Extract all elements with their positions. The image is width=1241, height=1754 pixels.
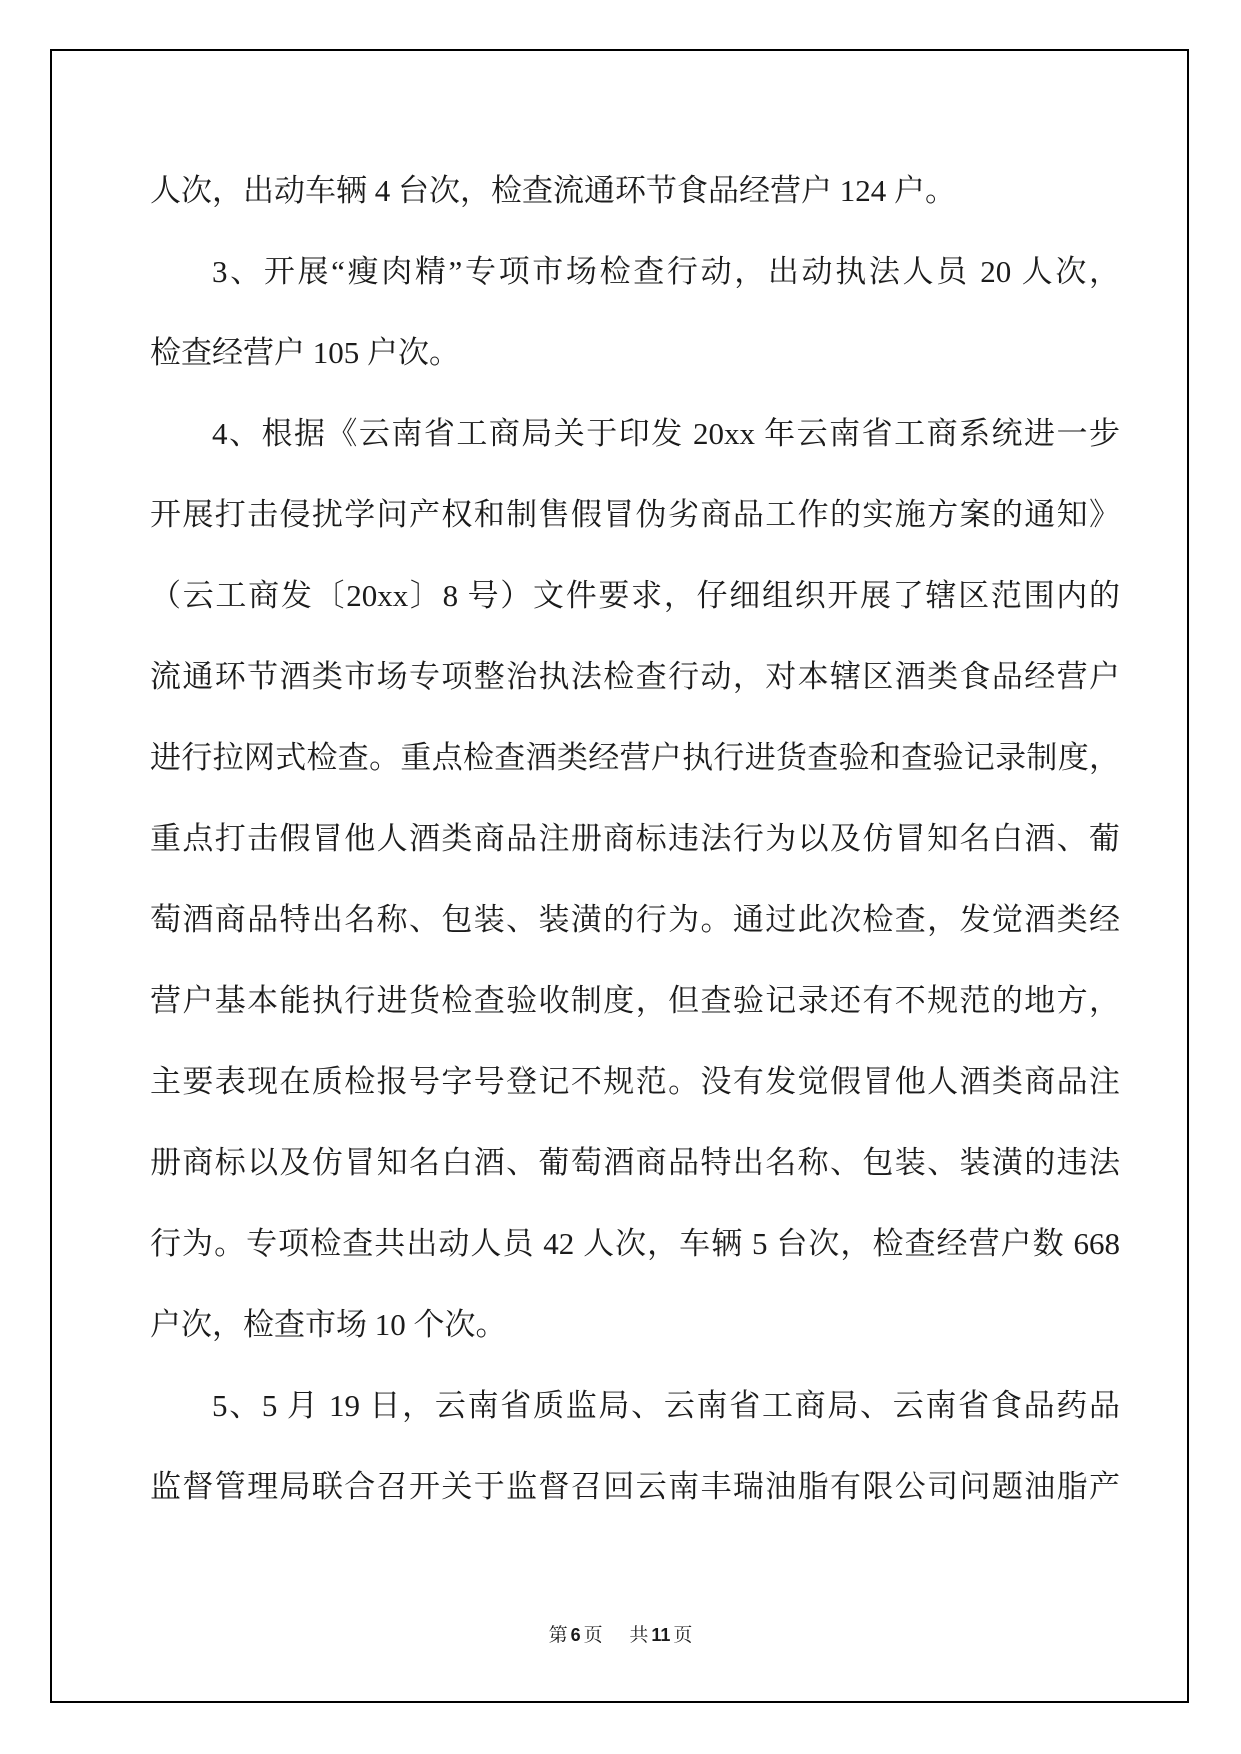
- text-line: 人次，出动车辆 4 台次，检查流通环节食品经营户 124 户。: [150, 173, 956, 208]
- text-line: 3、开展“瘦肉精”专项市场检查行动，出动执法人员 20 人次，: [212, 254, 1120, 289]
- text-line: 萄酒商品特出名称、包装、装潢的行为。通过此次检查，发觉酒类经: [150, 902, 1120, 937]
- text-line: 营户基本能执行进货检查验收制度，但查验记录还有不规范的地方，: [150, 983, 1120, 1018]
- text-line: 进行拉网式检查。重点检查酒类经营户执行进货查验和查验记录制度，: [150, 740, 1120, 775]
- text-line: 行为。专项检查共出动人员 42 人次，车辆 5 台次，检查经营户数 668: [150, 1226, 1120, 1261]
- total-pages-suffix: 页: [673, 1625, 693, 1646]
- text-line: 开展打击侵扰学问产权和制售假冒伪劣商品工作的实施方案的通知》: [150, 497, 1120, 532]
- page-number-suffix: 页: [583, 1625, 603, 1646]
- page-number-prefix: 第: [548, 1625, 568, 1646]
- total-pages: [629, 1620, 692, 1647]
- page-number: [549, 1620, 603, 1647]
- text-line: 检查经营户 105 户次。: [150, 335, 460, 370]
- text-line: 主要表现在质检报号字号登记不规范。没有发觉假冒他人酒类商品注: [150, 1064, 1120, 1099]
- text-line: 4、根据《云南省工商局关于印发 20xx 年云南省工商系统进一步: [212, 416, 1120, 451]
- page-number-value: 6: [570, 1625, 581, 1645]
- total-pages-prefix: 共: [629, 1625, 649, 1646]
- text-line: 册商标以及仿冒知名白酒、葡萄酒商品特出名称、包装、装潢的违法: [150, 1145, 1120, 1180]
- document-body: [150, 150, 1120, 1527]
- text-line: 户次，检查市场 10 个次。: [150, 1307, 507, 1342]
- total-pages-value: 11: [651, 1625, 671, 1645]
- text-line: 5、5 月 19 日，云南省质监局、云南省工商局、云南省食品药品: [212, 1388, 1120, 1423]
- text-line: 监督管理局联合召开关于监督召回云南丰瑞油脂有限公司问题油脂产: [150, 1469, 1120, 1504]
- text-line: 流通环节酒类市场专项整治执法检查行动，对本辖区酒类食品经营户: [150, 659, 1120, 694]
- text-line: （云工商发〔20xx〕8 号）文件要求，仔细组织开展了辖区范围内的: [150, 578, 1120, 613]
- text-line: 重点打击假冒他人酒类商品注册商标违法行为以及仿冒知名白酒、葡: [150, 821, 1120, 856]
- page-footer: [0, 1620, 1241, 1647]
